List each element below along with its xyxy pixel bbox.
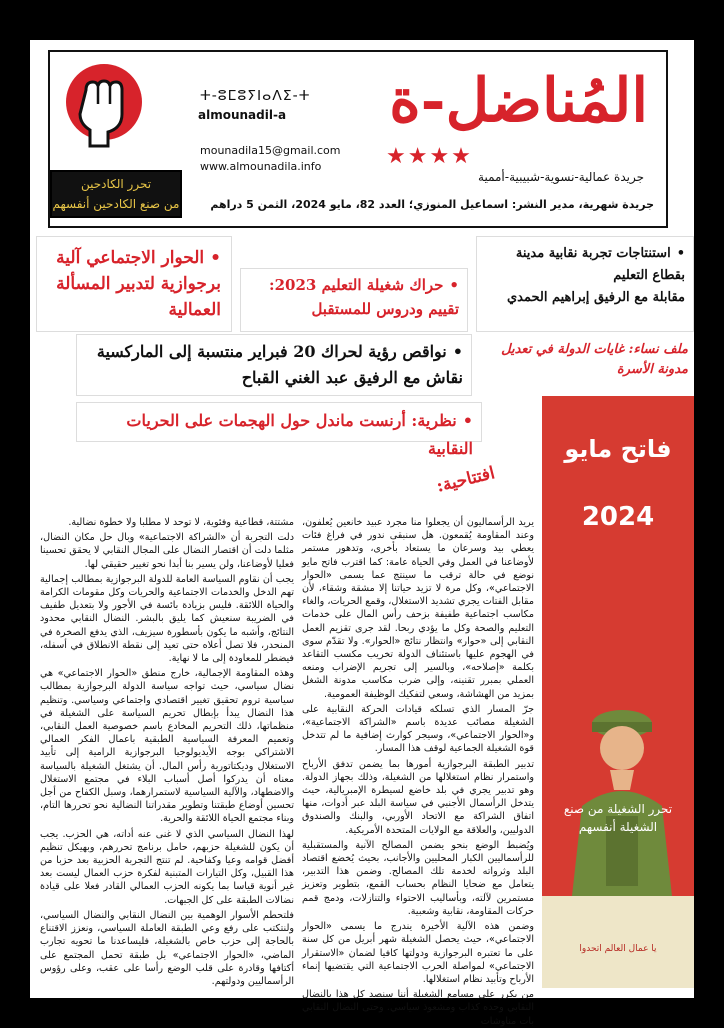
paragraph: دلت التجربة أن «الشراكة الاجتماعية» وبال حل مكان النضال، مثلما دلت أن اقتصار النضال على المجال النقابي لا يحقق تحسينا فعليا لأوضاعنا، ولن يسير بنا أبدا نحو تغيير حقيقي لها. — [40, 532, 294, 570]
headline-mandel[interactable] — [76, 402, 482, 458]
poster-year: 2024 — [581, 502, 655, 532]
slogan-line-1: تحرر الكادحين — [80, 177, 152, 191]
editorial-column-right — [302, 516, 534, 1027]
headline-women-file[interactable] — [476, 338, 694, 384]
poster-title: فاتح مايو — [564, 435, 672, 463]
editorial-column-left — [40, 516, 294, 986]
tifinagh-name: ⵜ-ⵓⵎⵓⵢⵏⴰⴷⵉ-ⵜ — [200, 88, 311, 104]
stars-decoration: ★★★★ — [386, 144, 473, 169]
paragraph: فلتحطم الأسوار الوهمية بين النضال النقابي والنضال السياسي، ولنتكتب على رفع وعي الطبقة العاملة السياسي، ونعزز الاقتناع بالحاجة إلى حزب خاص بالشغيلة، فليساعدنا ما تحويه تجارب الماضي، «الحوار الاجتماعي» بل طبقة تحمل المجتمع على أكتافها وقادرة على قلب الوضع رأسا على عقب، وعلى رؤوس الرأسماليين ودولتهم. — [40, 909, 294, 987]
poster-bottom-band — [542, 896, 694, 988]
paragraph: لهذا النضال السياسي الذي لا غنى عنه أداته، هي الحزب. يجب أن يكون للشغيلة حزبهم، حامل برنامج تحررهم، وبهيكل تنظيم أفضل قوامه وعيا وكفاحية. لم تنتج التجربة الحزبية بعد حزبا من هذا القبيل، وكل التيارات المتبنية لفكرة حزب العمال ليست بعد غير أنوية قياسا بما يكونه الحزب العمالي القادر فعلا على قيادة نضالات الطبقة على كل الجبهات. — [40, 828, 294, 906]
editorial-label: افتتاحية: — [434, 463, 497, 497]
headline-text: • نواقص رؤية لحراك 20 فبراير منتسبة إلى الماركسية — [85, 339, 463, 365]
headline-text: • الحوار الاجتماعي آلية برجوازية لتدبير المسألة العمالية — [56, 248, 221, 320]
raised-fist-icon — [64, 60, 144, 150]
headline-social-dialogue[interactable] — [36, 236, 232, 332]
paragraph: وهذه المقاومة الإجمالية، خارج منطق «الحوار الاجتماعي» هي نضال سياسي، حيث تواجه سياسة الدولة البرجوازية بمطالب سياسية تروم تحقيق تغيير اقتصادي واجتماعي وسياسي. وتنظيم هذا النضال يبدأ بإبطال تحريم السياسة على الشغيلة في منظماتها، ذلك التحريم المخادع باسم خصوصية العمل النقابي، وتعميم المعرفة السياسية الطبقية باعمال الفكر العمالي الاشتراكي بوجه الأيديولوجيا البرجوازية الرامية إلى تأبيد الاستغلال وديكتاتورية رأس المال. أن يشتغل الشغيلة بالسياسة معناه أن يدركوا أصل أسباب البلاء في مجتمع الاستغلال والاضطهاد، والآلية السياسية لاستمرارهما، وسبل الكفاح من أجل تحسين أوضاع طبقتنا وتطوير مقدراتنا النضالية نحو تحررها التام، وبناء مجتمع الحياة اللائقة والحرية. — [40, 668, 294, 825]
slogan-line-2: من صنع الكادحين أنفسهم — [52, 197, 180, 211]
headline-union-experience[interactable] — [476, 236, 694, 332]
tagline: جريدة عمالية-نسوية-شبيبية-أممية — [478, 170, 644, 184]
newspaper-page — [30, 40, 694, 1027]
headline-feb20[interactable] — [76, 334, 472, 396]
slogan-box — [50, 170, 182, 218]
contact-email[interactable]: mounadila15@gmail.com — [200, 144, 341, 157]
fist-logo — [56, 60, 166, 142]
paragraph: مشتتة، قطاعية وفئوية، لا توحد لا مطلبا ولا خطوة نضالية. — [68, 517, 294, 528]
paragraph: يريد الرأسماليون أن يجعلوا منا مجرد عبيد خانعين يُعلفون، وعند المقاومة يُقمعون. هل سنبقى ندور في فراغ فئات يعطي بيد وسرعان ما يستعاد بأخرى، وتدهور مستمر لأوضاعنا في العمل وفي الحياة عامة: كما اقترب فاتح مايو نوضع في حالة ترقب ما سينتج عما يسمى «الحوار الاجتماعي»، وكل مرة لا تزيد حياتنا إلا مشقة وشقاء، لأن مقابل الفتات يجري تشديد الاستغلال، وقمع الحريات، والغاء مكاسب اجتماعية طفيفة بزحف رأس المال على خدمات التعليم والصحة وكل ما يؤدي ربحا. لقد جرى تقزيم العمل النقابي إلى «حوار» وانتظار نتائج «الحوار». ولا تقدّم سوى في الهجوم عليها باستئناف الدولة تخريب مكسب التقاعد بكلمة «إصلاحه»، وبالسير إلى تجريم الإضراب ومنعه العملي بمبرر تقنينه، وإلى ضرب مكاسب مدونة الشغل بمزيد من الهشاشة، وسعي لتفكيك الوظيفة العمومية. — [302, 517, 534, 700]
headline-text: ملف نساء: غايات الدولة في تعديل مدونة الأسرة — [501, 342, 688, 377]
headline-subtext: مقابلة مع الرفيق إبراهيم الحمدي — [506, 290, 685, 305]
headline-text: • حراك شغيلة التعليم 2023: تقييم ودروس للمستقبل — [269, 276, 459, 318]
poster-footer: يا عمال العالم اتحدوا — [579, 944, 657, 954]
website-link[interactable]: www.almounadila.info — [200, 160, 322, 173]
publication-info: جريدة شهرية، مدير النشر: اسماعيل المنوزي؛ العدد 82، مايو 2024، الثمن 5 دراهم — [210, 198, 654, 211]
headline-education-movement[interactable] — [240, 268, 468, 332]
paragraph: تدبير الطبقة البرجوازية أمورها بما يضمن تدفق الأرباح واستمرار نظام استغلالها من الشغيلة، وذلك بجهاز الدولة. وهو تدبير يجري في بلد خاضع لسيطرة الإمبريالية، حيث يتدخل الرأسمال الأجنبي في سياسة البلد عبر أدوات، منها اتفاق الشراكة مع الاتحاد الأوربي، والبنك والصندوق الدوليين، والعلاقة مع الولايات المتحدة الأمريكية. — [302, 758, 534, 836]
newspaper-title: المُناضل-ة — [389, 66, 648, 136]
headline-subtext: نقاش مع الرفيق عبد الغني القباح — [241, 368, 463, 387]
headline-text: • استنتاجات تجربة نقابية مدينة بقطاع التعليم — [485, 243, 685, 287]
paragraph: وضمن هذه الآلية الأخيرة يندرج ما يسمى «الحوار الاجتماعي»، حيث يحصل الشغيلة شهر أبريل من كل سنة على ما تعتبره البرجوازية ودولتها كافيا لضمان «الاستقرار الاجتماعي» لمواصلة الحرب الاجتماعية التي يقتضيها إنماء الأرباح وتأبيد نظام استغلالها. — [302, 921, 534, 985]
paragraph: جرّ المسار الذي تسلكه قيادات الحركة النقابية على الشغيلة مصائب عديدة باسم «الشراكة الاجتماعية»، و«الحوار الاجتماعي»، وسيجر كوارث إضافية ما لم تتدخل قوة الشغيلة الجماعية لوقف هذا المسار. — [302, 703, 534, 755]
paragraph: يجب أن نقاوم السياسة العامة للدولة البرجوازية بمطالب إجمالية تهم الدخل والخدمات الاجتماعية والحريات وكل مقومات الكرامة والحياة اللائقة. فليس بزيادة بائسة في الأجور ولا بتعديل طفيف في الضريبة سنعيش كما يليق بالبشر. النضال النقابي محدود النتائج، وأشبه ما يكون بأسطورة سيزيف، الذي يدفع الصخرة في المنحدر، فلا تصل أعلاه حتى تعيد إلى نقطة الانطلاق في أسفله، فيضطر للمعاودة إلى ما لا نهاية. — [40, 573, 294, 665]
headline-text: • نظرية: أرنست ماندل حول الهجمات على الحريات النقابية — [126, 411, 473, 458]
latin-name: almounadil-a — [198, 108, 287, 122]
may-day-poster — [542, 396, 694, 988]
poster-caption: تحرر الشغيلة من صنع الشغيلة أنفسهم — [563, 802, 673, 834]
masthead — [48, 50, 668, 228]
paragraph: ويُضبط الوضع بنحو يضمن المصالح الآنية والمستقبلية للرأسماليين الكبار المحليين والأجانب، بحيث يُخضع اقتصاد البلد وثرواته لخدمة تلك المصالح. وضمن هذا التدبير، يتعامل مع ضحايا النظام بحساب القمع، بتطوير وتعزيز مستمرين لآلته، وبأساليب الاحتواء والتنازلات، ودمج قمم حركات المقاومة، نقابية وشعبية. — [302, 839, 534, 917]
paragraph: من يكرر على مسامع الشغيلة أننا سنصد كل هذا بالنضال النقابي وحده كذاب ومشعوذ سياسي. وحتى النضال النقابي بات مناوشات — [302, 989, 534, 1027]
worker-illustration-icon — [562, 696, 682, 896]
